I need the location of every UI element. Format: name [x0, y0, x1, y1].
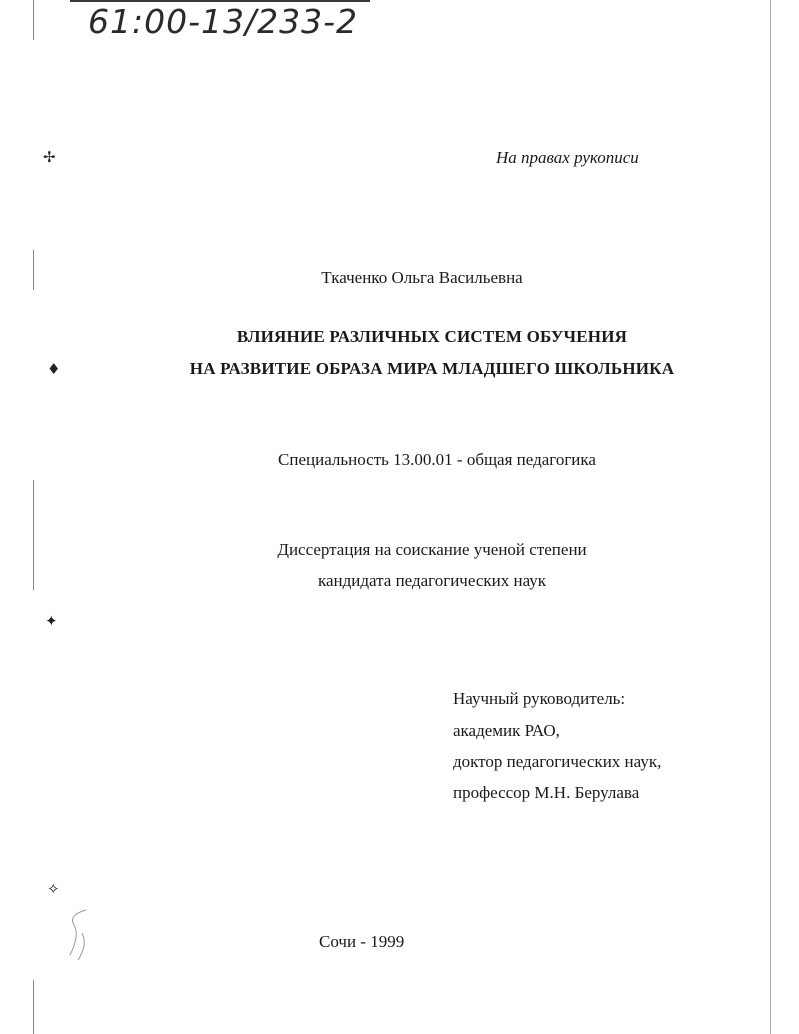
stamp-scribble: [60, 905, 100, 965]
supervisor-line-2: доктор педагогических наук,: [453, 752, 662, 771]
scan-edge-line: [770, 0, 771, 1034]
supervisor-line-1: академик РАО,: [453, 721, 560, 740]
city-year: Сочи - 1999: [319, 932, 405, 951]
scan-edge-line: [33, 980, 34, 1034]
binding-mark-icon: ✢: [43, 148, 56, 166]
rights-notice: На правах рукописи: [496, 148, 639, 167]
scan-edge-line: [33, 0, 34, 40]
specialty: Специальность 13.00.01 - общая педагогика: [278, 450, 596, 469]
degree-line-1: Диссертация на соискание ученой степени: [277, 540, 587, 559]
supervisor-line-3: профессор М.Н. Берулава: [453, 783, 640, 802]
archive-number: 61:00-13/233-2: [88, 2, 359, 41]
author-name: Ткаченко Ольга Васильевна: [321, 268, 523, 287]
degree-line-2: кандидата педагогических наук: [317, 571, 547, 590]
binding-mark-icon: ♦: [47, 360, 61, 378]
binding-mark-icon: ✧: [47, 880, 60, 898]
dissertation-title-line-1: ВЛИЯНИЕ РАЗЛИЧНЫХ СИСТЕМ ОБУЧЕНИЯ: [236, 327, 628, 346]
dissertation-title-line-2: НА РАЗВИТИЕ ОБРАЗА МИРА МЛАДШЕГО ШКОЛЬНИКА: [189, 359, 675, 378]
binding-mark-icon: ✦: [45, 612, 58, 630]
supervisor-label: Научный руководитель:: [453, 689, 626, 708]
